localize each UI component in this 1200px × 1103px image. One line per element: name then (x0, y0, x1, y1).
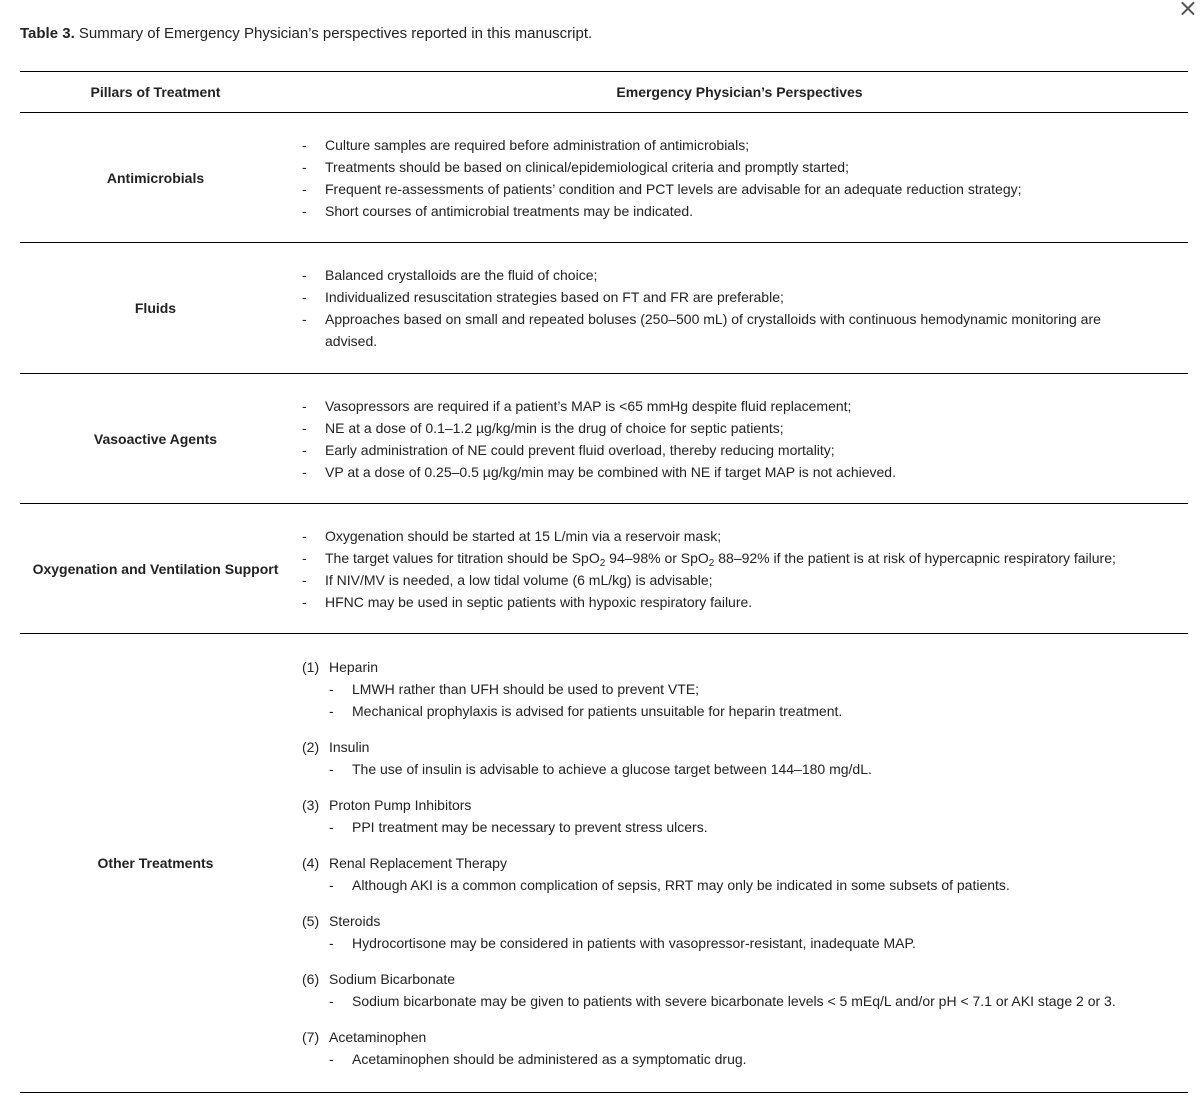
table-row (20, 504, 1188, 634)
item-number: (7) (302, 1029, 320, 1045)
numbered-item-rrt (302, 852, 1188, 896)
spo2-text-1: The target values for titration should be SpO (325, 549, 600, 566)
list-item: - Frequent re-assessments of patients’ condition and PCT levels are advisable for an adequate reduction strategy; (302, 178, 1188, 200)
list-item: - Although AKI is a common complication of sepsis, RRT may only be indicated in some subsets of patients. (302, 874, 1188, 896)
perspective-cell (291, 113, 1188, 243)
numbered-item-heading (302, 736, 1188, 758)
spo2-text-3: 88–92% if the patient is at risk of hypercapnic respiratory failure; (714, 549, 1116, 566)
perspective-list (302, 525, 1188, 613)
list-item: - Sodium bicarbonate may be given to patients with severe bicarbonate levels < 5 mEq/L and/or pH < 7.1 or AKI stage 2 or 3. (302, 990, 1188, 1012)
close-icon[interactable]: × (1177, 0, 1198, 22)
table-row (20, 374, 1188, 504)
numbered-item-insulin (302, 736, 1188, 780)
pillar-cell: Antimicrobials (20, 113, 291, 243)
perspective-cell (291, 243, 1188, 374)
spo2-target-item (302, 547, 1188, 569)
list-item: - Treatments should be based on clinical/epidemiological criteria and promptly started; (302, 156, 1188, 178)
list-item: - LMWH rather than UFH should be used to prevent VTE; (302, 678, 1188, 700)
list-item: - Early administration of NE could prevent fluid overload, thereby reducing mortality; (302, 439, 1188, 461)
header-perspectives: Emergency Physician’s Perspectives (291, 72, 1188, 113)
caption-label: Table 3. (20, 25, 75, 42)
perspective-list (302, 264, 1142, 352)
item-title: Steroids (329, 913, 381, 929)
list-item: - HFNC may be used in septic patients with hypoxic respiratory failure. (302, 591, 1188, 613)
sub-list (302, 990, 1188, 1012)
sub-list (302, 816, 1188, 838)
numbered-item-bicarbonate (302, 968, 1188, 1012)
list-item: - The use of insulin is advisable to achieve a glucose target between 144–180 mg/dL. (302, 758, 1188, 780)
list-item: - Individualized resuscitation strategies based on FT and FR are preferable; (302, 286, 1142, 308)
list-item: - PPI treatment may be necessary to prevent stress ulcers. (302, 816, 1188, 838)
caption-text: Summary of Emergency Physician’s perspectives reported in this manuscript. (78, 25, 593, 42)
spo2-text-2: 94–98% or SpO (605, 549, 709, 566)
spo2-subscript: 2 (599, 557, 606, 569)
numbered-item-ppi (302, 794, 1188, 838)
list-item: - If NIV/MV is needed, a low tidal volume (6 mL/kg) is advisable; (302, 569, 1188, 591)
list-item: - Vasopressors are required if a patient’s MAP is <65 mmHg despite fluid replacement; (302, 395, 1188, 417)
list-item: - Approaches based on small and repeated boluses (250–500 mL) of crystalloids with continuous hemodynamic monitoring are advised. (302, 308, 1142, 352)
table-row (20, 113, 1188, 243)
perspective-list (302, 395, 1188, 483)
item-title: Insulin (329, 739, 370, 755)
pillar-cell: Fluids (20, 243, 291, 374)
sub-list (302, 874, 1188, 896)
sub-list (302, 758, 1188, 780)
summary-table (20, 71, 1188, 1093)
table-row (20, 634, 1188, 1093)
numbered-item-steroids (302, 910, 1188, 954)
sub-list (302, 1048, 1188, 1070)
sub-list (302, 932, 1188, 954)
numbered-item-heading (302, 968, 1188, 990)
item-title: Proton Pump Inhibitors (329, 797, 472, 813)
table-caption (20, 24, 592, 44)
item-number: (2) (302, 739, 320, 755)
numbered-item-heading (302, 656, 1188, 678)
spo2-subscript: 2 (708, 557, 715, 569)
pillar-cell: Oxygenation and Ventilation Support (20, 504, 291, 634)
list-item: - Acetaminophen should be administered as a symptomatic drug. (302, 1048, 1188, 1070)
perspective-cell (291, 504, 1188, 634)
list-item: - VP at a dose of 0.25–0.5 µg/kg/min may be combined with NE if target MAP is not achieved. (302, 461, 1188, 483)
numbered-item-heading (302, 794, 1188, 816)
perspective-list (302, 134, 1188, 222)
header-pillars: Pillars of Treatment (20, 72, 291, 113)
item-number: (1) (302, 659, 320, 675)
list-item: - Mechanical prophylaxis is advised for patients unsuitable for heparin treatment. (302, 700, 1188, 722)
item-title: Sodium Bicarbonate (329, 971, 456, 987)
list-item: - Hydrocortisone may be considered in patients with vasopressor-resistant, inadequate MAP. (302, 932, 1188, 954)
perspective-cell (291, 634, 1188, 1093)
list-item: - NE at a dose of 0.1–1.2 µg/kg/min is the drug of choice for septic patients; (302, 417, 1188, 439)
item-title: Heparin (329, 659, 379, 675)
pillar-cell: Other Treatments (20, 634, 291, 1093)
item-number: (4) (302, 855, 320, 871)
numbered-item-heading (302, 910, 1188, 932)
numbered-item-acetaminophen (302, 1026, 1188, 1070)
table-row (20, 243, 1188, 374)
perspective-cell (291, 374, 1188, 504)
list-item: - Balanced crystalloids are the fluid of choice; (302, 264, 1142, 286)
list-item: - Oxygenation should be started at 15 L/min via a reservoir mask; (302, 525, 1188, 547)
item-number: (5) (302, 913, 320, 929)
numbered-item-heading (302, 852, 1188, 874)
item-title: Renal Replacement Therapy (329, 855, 507, 871)
table-header-row (20, 72, 1188, 113)
numbered-item-heparin (302, 656, 1188, 722)
numbered-list (302, 656, 1188, 1070)
item-title: Acetaminophen (329, 1029, 427, 1045)
numbered-item-heading (302, 1026, 1188, 1048)
item-number: (6) (302, 971, 320, 987)
sub-list (302, 678, 1188, 722)
pillar-cell: Vasoactive Agents (20, 374, 291, 504)
list-item: - Short courses of antimicrobial treatments may be indicated. (302, 200, 1188, 222)
list-item: - Culture samples are required before administration of antimicrobials; (302, 134, 1188, 156)
item-number: (3) (302, 797, 320, 813)
